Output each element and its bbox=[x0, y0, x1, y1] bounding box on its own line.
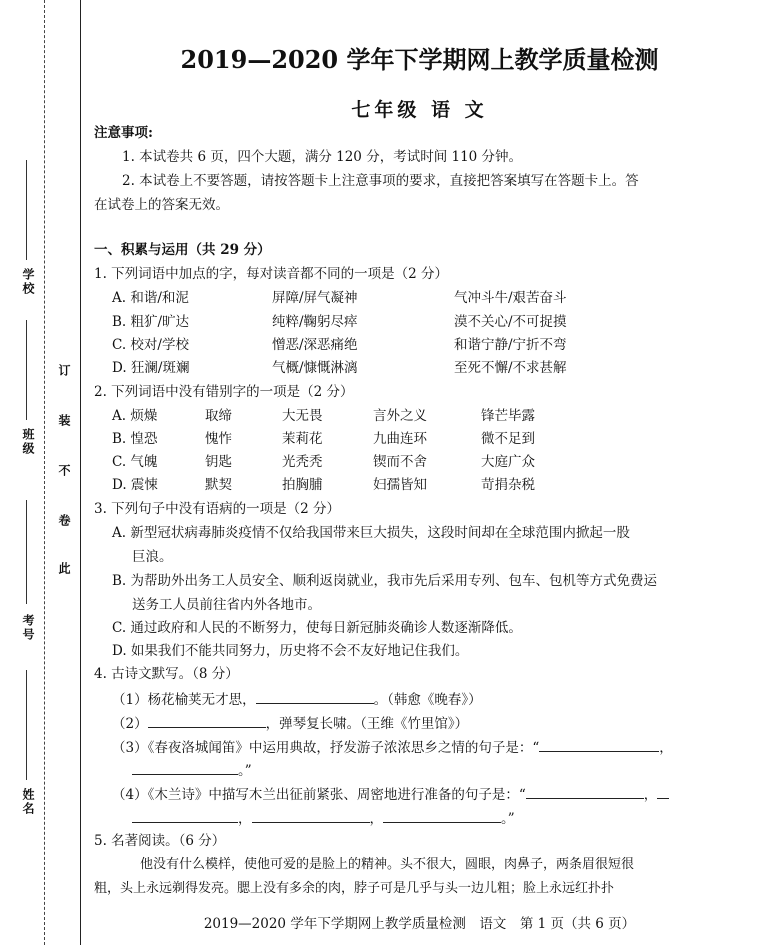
q4-4-sep3: ， bbox=[369, 811, 383, 827]
q5-passage-line-1: 他没有什么模样，使他可爱的是脸上的精神。头不很大，圆眼，肉鼻子，两条眉很短很 bbox=[140, 857, 635, 872]
label-name: 姓名 bbox=[21, 788, 35, 816]
q2-a-2: 取缔 bbox=[205, 408, 232, 424]
q4-stem: 4. 古诗文默写。（8 分） bbox=[94, 666, 239, 682]
q4-line-4-cont bbox=[132, 808, 515, 828]
answer-blank[interactable] bbox=[526, 784, 644, 799]
seal-char-2: 装 bbox=[57, 414, 71, 428]
label-class: 班级 bbox=[21, 428, 35, 456]
page-footer: 2019—2020 学年下学期网上教学质量检测 语文 第 1 页（共 6 页） bbox=[203, 916, 636, 932]
q4-line-3-cont bbox=[132, 760, 252, 780]
q4-line-4 bbox=[112, 784, 669, 804]
q4-3-sep: ， bbox=[659, 740, 673, 756]
answer-blank[interactable] bbox=[132, 760, 238, 775]
q2-c-5: 大庭广众 bbox=[481, 454, 535, 470]
exam-subtitle: 七年级 语 文 bbox=[351, 99, 488, 121]
q4-line-1 bbox=[112, 689, 482, 709]
q2-b-3: 茉莉花 bbox=[282, 431, 323, 447]
q2-d-4: 妇孺皆知 bbox=[373, 477, 427, 493]
label-school: 学校 bbox=[21, 268, 35, 296]
q1-option-a-2: 屏障/屏气凝神 bbox=[272, 290, 358, 306]
q4-3-prompt: （3）《春夜洛城闻笛》中运用典故，抒发游子浓浓思乡之情的句子是：“ bbox=[112, 740, 540, 756]
label-exam-no: 考号 bbox=[21, 614, 35, 642]
notice-heading: 注意事项: bbox=[94, 125, 153, 141]
seal-char-4: 卷 bbox=[57, 514, 71, 528]
q1-option-b-2: 纯粹/鞠躬尽瘁 bbox=[272, 314, 358, 330]
q2-d-1: D. 震悚 bbox=[112, 477, 158, 493]
q3-option-b-line2: 送务工人员前往省内外各地市。 bbox=[132, 597, 321, 613]
q4-line-3 bbox=[112, 737, 673, 757]
q1-option-b-3: 漠不关心/不可捉摸 bbox=[454, 314, 567, 330]
seal-char-5: 此 bbox=[57, 562, 71, 576]
q2-b-4: 九曲连环 bbox=[373, 431, 427, 447]
binding-dashed-line bbox=[44, 0, 45, 945]
notice-item-2b: 在试卷上的答案无效。 bbox=[94, 197, 229, 213]
q2-stem: 2. 下列词语中没有错别字的一项是（2 分） bbox=[94, 384, 354, 400]
school-field-line[interactable] bbox=[26, 160, 27, 260]
notice-item-1: 1. 本试卷共 6 页，四个大题，满分 120 分，考试时间 110 分钟。 bbox=[122, 149, 523, 165]
q4-2-prompt: （2） bbox=[112, 716, 148, 732]
answer-blank[interactable] bbox=[539, 737, 659, 752]
q2-a-3: 大无畏 bbox=[282, 408, 323, 424]
answer-blank[interactable] bbox=[132, 808, 238, 823]
q4-line-2 bbox=[112, 713, 468, 733]
q2-c-1: C. 气魄 bbox=[112, 454, 158, 470]
q4-4-sep2: ， bbox=[238, 811, 252, 827]
q2-a-4: 言外之义 bbox=[373, 408, 427, 424]
q1-option-c-1: C. 校对/学校 bbox=[112, 337, 189, 353]
q1-option-a-3: 气冲斗牛/艰苦奋斗 bbox=[454, 290, 567, 306]
q3-stem: 3. 下列句子中没有语病的一项是（2 分） bbox=[94, 501, 341, 517]
q4-4-sep: ， bbox=[643, 787, 658, 803]
exam-no-field-line[interactable] bbox=[26, 500, 27, 604]
q1-option-d-1: D. 狂澜/斑斓 bbox=[112, 360, 190, 376]
q4-3-end: 。” bbox=[238, 763, 252, 779]
q2-c-3: 光秃秃 bbox=[282, 454, 323, 470]
answer-blank[interactable] bbox=[148, 713, 266, 728]
q2-d-2: 默契 bbox=[205, 477, 232, 493]
q2-c-4: 锲而不舍 bbox=[373, 454, 427, 470]
q5-passage-line-2: 粗，头上永远剃得发亮。腮上没有多余的肉，脖子可是几乎与头一边儿粗；脸上永远红扑扑 bbox=[94, 881, 615, 896]
q5-stem: 5. 名著阅读。（6 分） bbox=[94, 833, 226, 849]
q1-option-b-1: B. 粗犷/旷达 bbox=[112, 314, 190, 330]
q2-a-1: A. 烦燥 bbox=[112, 408, 158, 424]
q2-d-5: 苛捐杂税 bbox=[481, 477, 535, 493]
q4-4-end: 。” bbox=[501, 811, 515, 827]
q1-stem: 1. 下列词语中加点的字，每对读音都不同的一项是（2 分） bbox=[94, 266, 449, 282]
notice-item-2a: 2. 本试卷上不要答题，请按答题卡上注意事项的要求，直接把答案填写在答题卡上。答 bbox=[122, 173, 639, 189]
section-1-heading: 一、积累与运用（共 29 分） bbox=[94, 242, 271, 258]
q3-option-a-line2: 巨浪。 bbox=[132, 549, 173, 565]
q2-b-2: 愧怍 bbox=[205, 431, 232, 447]
q4-1-source: 。（韩愈《晚春》） bbox=[373, 692, 482, 708]
q2-b-1: B. 惶恐 bbox=[112, 431, 158, 447]
q2-a-5: 锋芒毕露 bbox=[481, 408, 535, 424]
answer-blank[interactable] bbox=[256, 689, 374, 704]
binding-solid-line bbox=[80, 0, 81, 945]
q2-c-2: 钥匙 bbox=[205, 454, 232, 470]
q1-option-c-2: 憎恶/深恶痛绝 bbox=[272, 337, 358, 353]
name-field-line[interactable] bbox=[26, 670, 27, 780]
q1-option-a-1: A. 和谐/和泥 bbox=[112, 290, 189, 306]
q2-d-3: 拍胸脯 bbox=[282, 477, 323, 493]
class-field-line[interactable] bbox=[26, 320, 27, 420]
q4-2-source: ，弹琴复长啸。（王维《竹里馆》） bbox=[265, 716, 469, 732]
q3-option-a-line1: A. 新型冠状病毒肺炎疫情不仅给我国带来巨大损失，这段时间却在全球范围内掀起一股 bbox=[112, 525, 630, 541]
answer-blank[interactable] bbox=[657, 784, 669, 799]
q1-option-c-3: 和谐宁静/宁折不弯 bbox=[454, 337, 567, 353]
answer-blank[interactable] bbox=[252, 808, 370, 823]
seal-char-3: 不 bbox=[57, 464, 71, 478]
q4-1-prompt: （1）杨花榆荚无才思， bbox=[112, 692, 256, 708]
q3-option-c: C. 通过政府和人民的不断努力，使每日新冠肺炎确诊人数逐渐降低。 bbox=[112, 620, 522, 636]
q1-option-d-3: 至死不懈/不求甚解 bbox=[454, 360, 567, 376]
q2-b-5: 微不足到 bbox=[481, 431, 535, 447]
exam-title: 2019—2020 学年下学期网上教学质量检测 bbox=[180, 45, 659, 74]
q1-option-d-2: 气概/慷慨淋漓 bbox=[272, 360, 358, 376]
seal-char-1: 订 bbox=[57, 364, 71, 378]
answer-blank[interactable] bbox=[383, 808, 501, 823]
q3-option-d: D. 如果我们不能共同努力，历史将不会不友好地记住我们。 bbox=[112, 643, 469, 659]
q4-4-prompt: （4）《木兰诗》中描写木兰出征前紧张、周密地进行准备的句子是：“ bbox=[112, 787, 526, 803]
q3-option-b-line1: B. 为帮助外出务工人员安全、顺利返岗就业，我市先后采用专列、包车、包机等方式免费运 bbox=[112, 573, 658, 589]
